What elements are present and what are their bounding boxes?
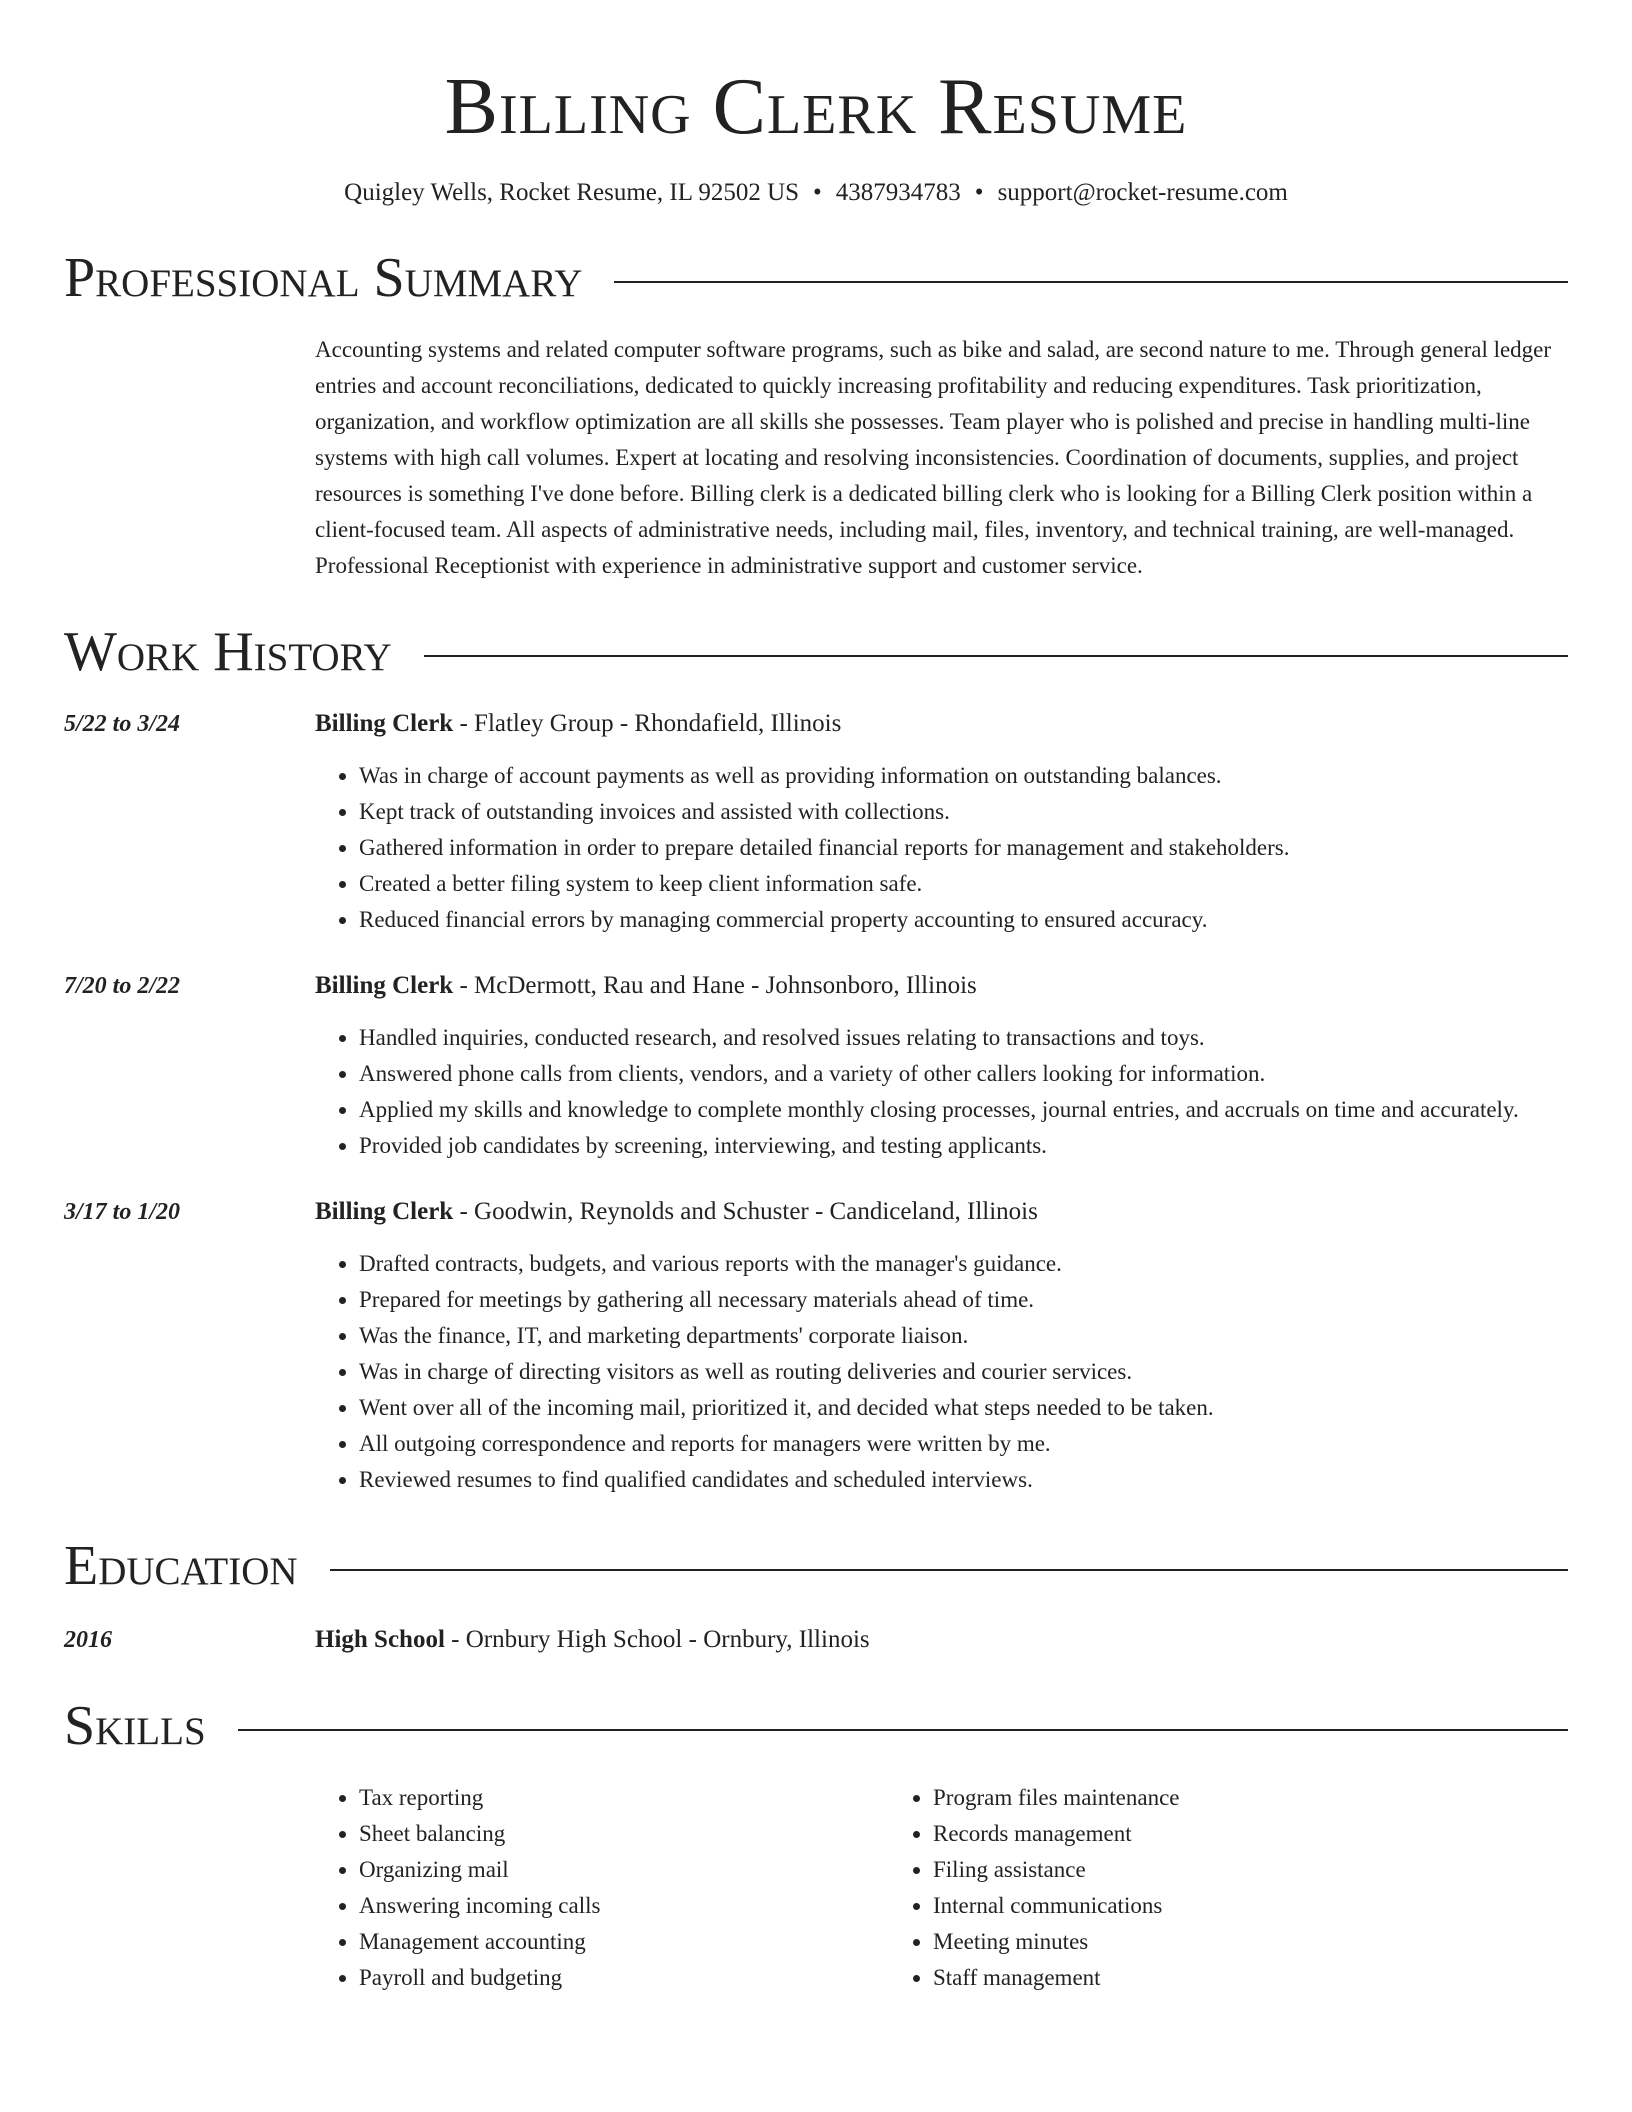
section-divider <box>330 1569 1568 1571</box>
job-duty-item: • Kept track of outstanding invoices and assisted with collections. <box>359 794 1568 830</box>
job-dates: 3/17 to 1/20 <box>64 1199 181 1225</box>
skill-item: • Staff management <box>933 1960 1463 1996</box>
skill-item: • Management accounting <box>359 1924 889 1960</box>
education-section-header <box>64 1532 1568 1600</box>
job-duty-item: • Prepared for meetings by gathering all necessary materials ahead of time. <box>359 1282 1568 1318</box>
job-duty-item: • Was in charge of directing visitors as well as routing deliveries and courier services. <box>359 1354 1568 1390</box>
job-duties-list <box>315 758 1568 938</box>
skill-item: • Tax reporting <box>359 1780 889 1816</box>
skill-item: • Internal communications <box>933 1888 1463 1924</box>
section-divider <box>238 1729 1568 1731</box>
skill-item: • Program files maintenance <box>933 1780 1463 1816</box>
section-divider <box>424 655 1568 657</box>
job-duty-item: • Applied my skills and knowledge to complete monthly closing processes, journal entries, and accruals on time and accurately. <box>359 1092 1568 1128</box>
skill-item: • Meeting minutes <box>933 1924 1463 1960</box>
contact-line <box>64 176 1568 210</box>
job-title: Billing Clerk <box>315 972 454 999</box>
job-duty-item: • Reviewed resumes to find qualified candidates and scheduled interviews. <box>359 1462 1568 1498</box>
job-body <box>315 706 1568 938</box>
job-duty-item: • All outgoing correspondence and reports for managers were written by me. <box>359 1426 1568 1462</box>
job-duty-item: • Answered phone calls from clients, vendors, and a variety of other callers looking for information. <box>359 1056 1568 1092</box>
skill-item: • Payroll and budgeting <box>359 1960 889 1996</box>
page-title: Billing Clerk Resume <box>444 63 1188 151</box>
skills-heading: Skills <box>64 1695 206 1757</box>
education-year: 2016 <box>64 1627 112 1653</box>
job-company: - Goodwin, Reynolds and Schuster - Candiceland, Illinois <box>453 1198 1038 1225</box>
job-role-line <box>315 968 1568 1004</box>
work-heading: Work History <box>64 621 392 683</box>
job-role-line <box>315 706 1568 742</box>
skill-item: • Filing assistance <box>933 1852 1463 1888</box>
work-section-header <box>64 618 1568 686</box>
bullet-separator: • <box>974 179 984 206</box>
job-role-line <box>315 1194 1568 1230</box>
resume-page <box>64 0 1568 1996</box>
job-duty-item: • Handled inquiries, conducted research, and resolved issues relating to transactions and toys. <box>359 1020 1568 1056</box>
skills-list-left <box>315 1780 889 1996</box>
job-dates: 7/20 to 2/22 <box>64 973 181 999</box>
job-duty-item: • Was the finance, IT, and marketing departments' corporate liaison. <box>359 1318 1568 1354</box>
summary-text: Accounting systems and related computer software programs, such as bike and salad, are second nature to me. Through general ledger entries and account reconciliations, dedicated to quickly increasing profitability and reducing expenditures. Task prioritization, organization, and workflow optimization are all skills she possesses. Team player who is polished and precise in handling multi-line systems with high call volumes. Expert at locating and resolving inconsistencies. Coordination of documents, supplies, and project resources is something I've done before. Billing clerk is a dedicated billing clerk who is looking for a Billing Clerk position within a client-focused team. All aspects of administrative needs, including mail, files, inventory, and technical training, are well-managed. Professional Receptionist with experience in administrative support and customer service. <box>315 337 1552 578</box>
skill-item: • Answering incoming calls <box>359 1888 889 1924</box>
summary-section-header <box>64 244 1568 312</box>
job-body <box>315 968 1568 1164</box>
job-duty-item: • Created a better filing system to keep client information safe. <box>359 866 1568 902</box>
skills-section-header <box>64 1692 1568 1760</box>
job-title: Billing Clerk <box>315 710 454 737</box>
skill-item: • Records management <box>933 1816 1463 1852</box>
education-heading: Education <box>64 1535 298 1597</box>
job-company: - McDermott, Rau and Hane - Johnsonboro, Illinois <box>453 972 977 999</box>
contact-address: Quigley Wells, Rocket Resume, IL 92502 US <box>344 179 800 206</box>
job-body <box>315 1194 1568 1498</box>
skills-grid <box>315 1780 1568 1996</box>
summary-heading: Professional Summary <box>64 247 583 309</box>
job-entry <box>64 706 1568 938</box>
education-school: - Ornbury High School - Ornbury, Illinois <box>444 1626 870 1653</box>
education-entry <box>64 1622 1568 1658</box>
job-duty-item: • Was in charge of account payments as well as providing information on outstanding balances. <box>359 758 1568 794</box>
contact-email: support@rocket-resume.com <box>997 179 1288 206</box>
skills-list-right <box>889 1780 1463 1996</box>
job-company: - Flatley Group - Rhondafield, Illinois <box>453 710 842 737</box>
job-entry <box>64 1194 1568 1498</box>
job-duty-item: • Provided job candidates by screening, interviewing, and testing applicants. <box>359 1128 1568 1164</box>
job-duty-item: • Went over all of the incoming mail, prioritized it, and decided what steps needed to be taken. <box>359 1390 1568 1426</box>
job-dates: 5/22 to 3/24 <box>64 711 181 737</box>
job-duty-item: • Gathered information in order to prepare detailed financial reports for management and stakeholders. <box>359 830 1568 866</box>
section-divider <box>614 281 1568 283</box>
job-duty-item: • Drafted contracts, budgets, and various reports with the manager's guidance. <box>359 1246 1568 1282</box>
skill-item: • Organizing mail <box>359 1852 889 1888</box>
job-title: Billing Clerk <box>315 1198 454 1225</box>
job-duties-list <box>315 1246 1568 1498</box>
job-duties-list <box>315 1020 1568 1164</box>
contact-phone: 4387934783 <box>835 179 961 206</box>
skill-item: • Sheet balancing <box>359 1816 889 1852</box>
job-entry <box>64 968 1568 1164</box>
work-history-list <box>64 706 1568 1498</box>
education-degree: High School <box>315 1626 445 1653</box>
education-details <box>315 1622 870 1658</box>
bullet-separator: • <box>813 179 822 206</box>
job-duty-item: • Reduced financial errors by managing commercial property accounting to ensured accuracy. <box>359 902 1568 938</box>
